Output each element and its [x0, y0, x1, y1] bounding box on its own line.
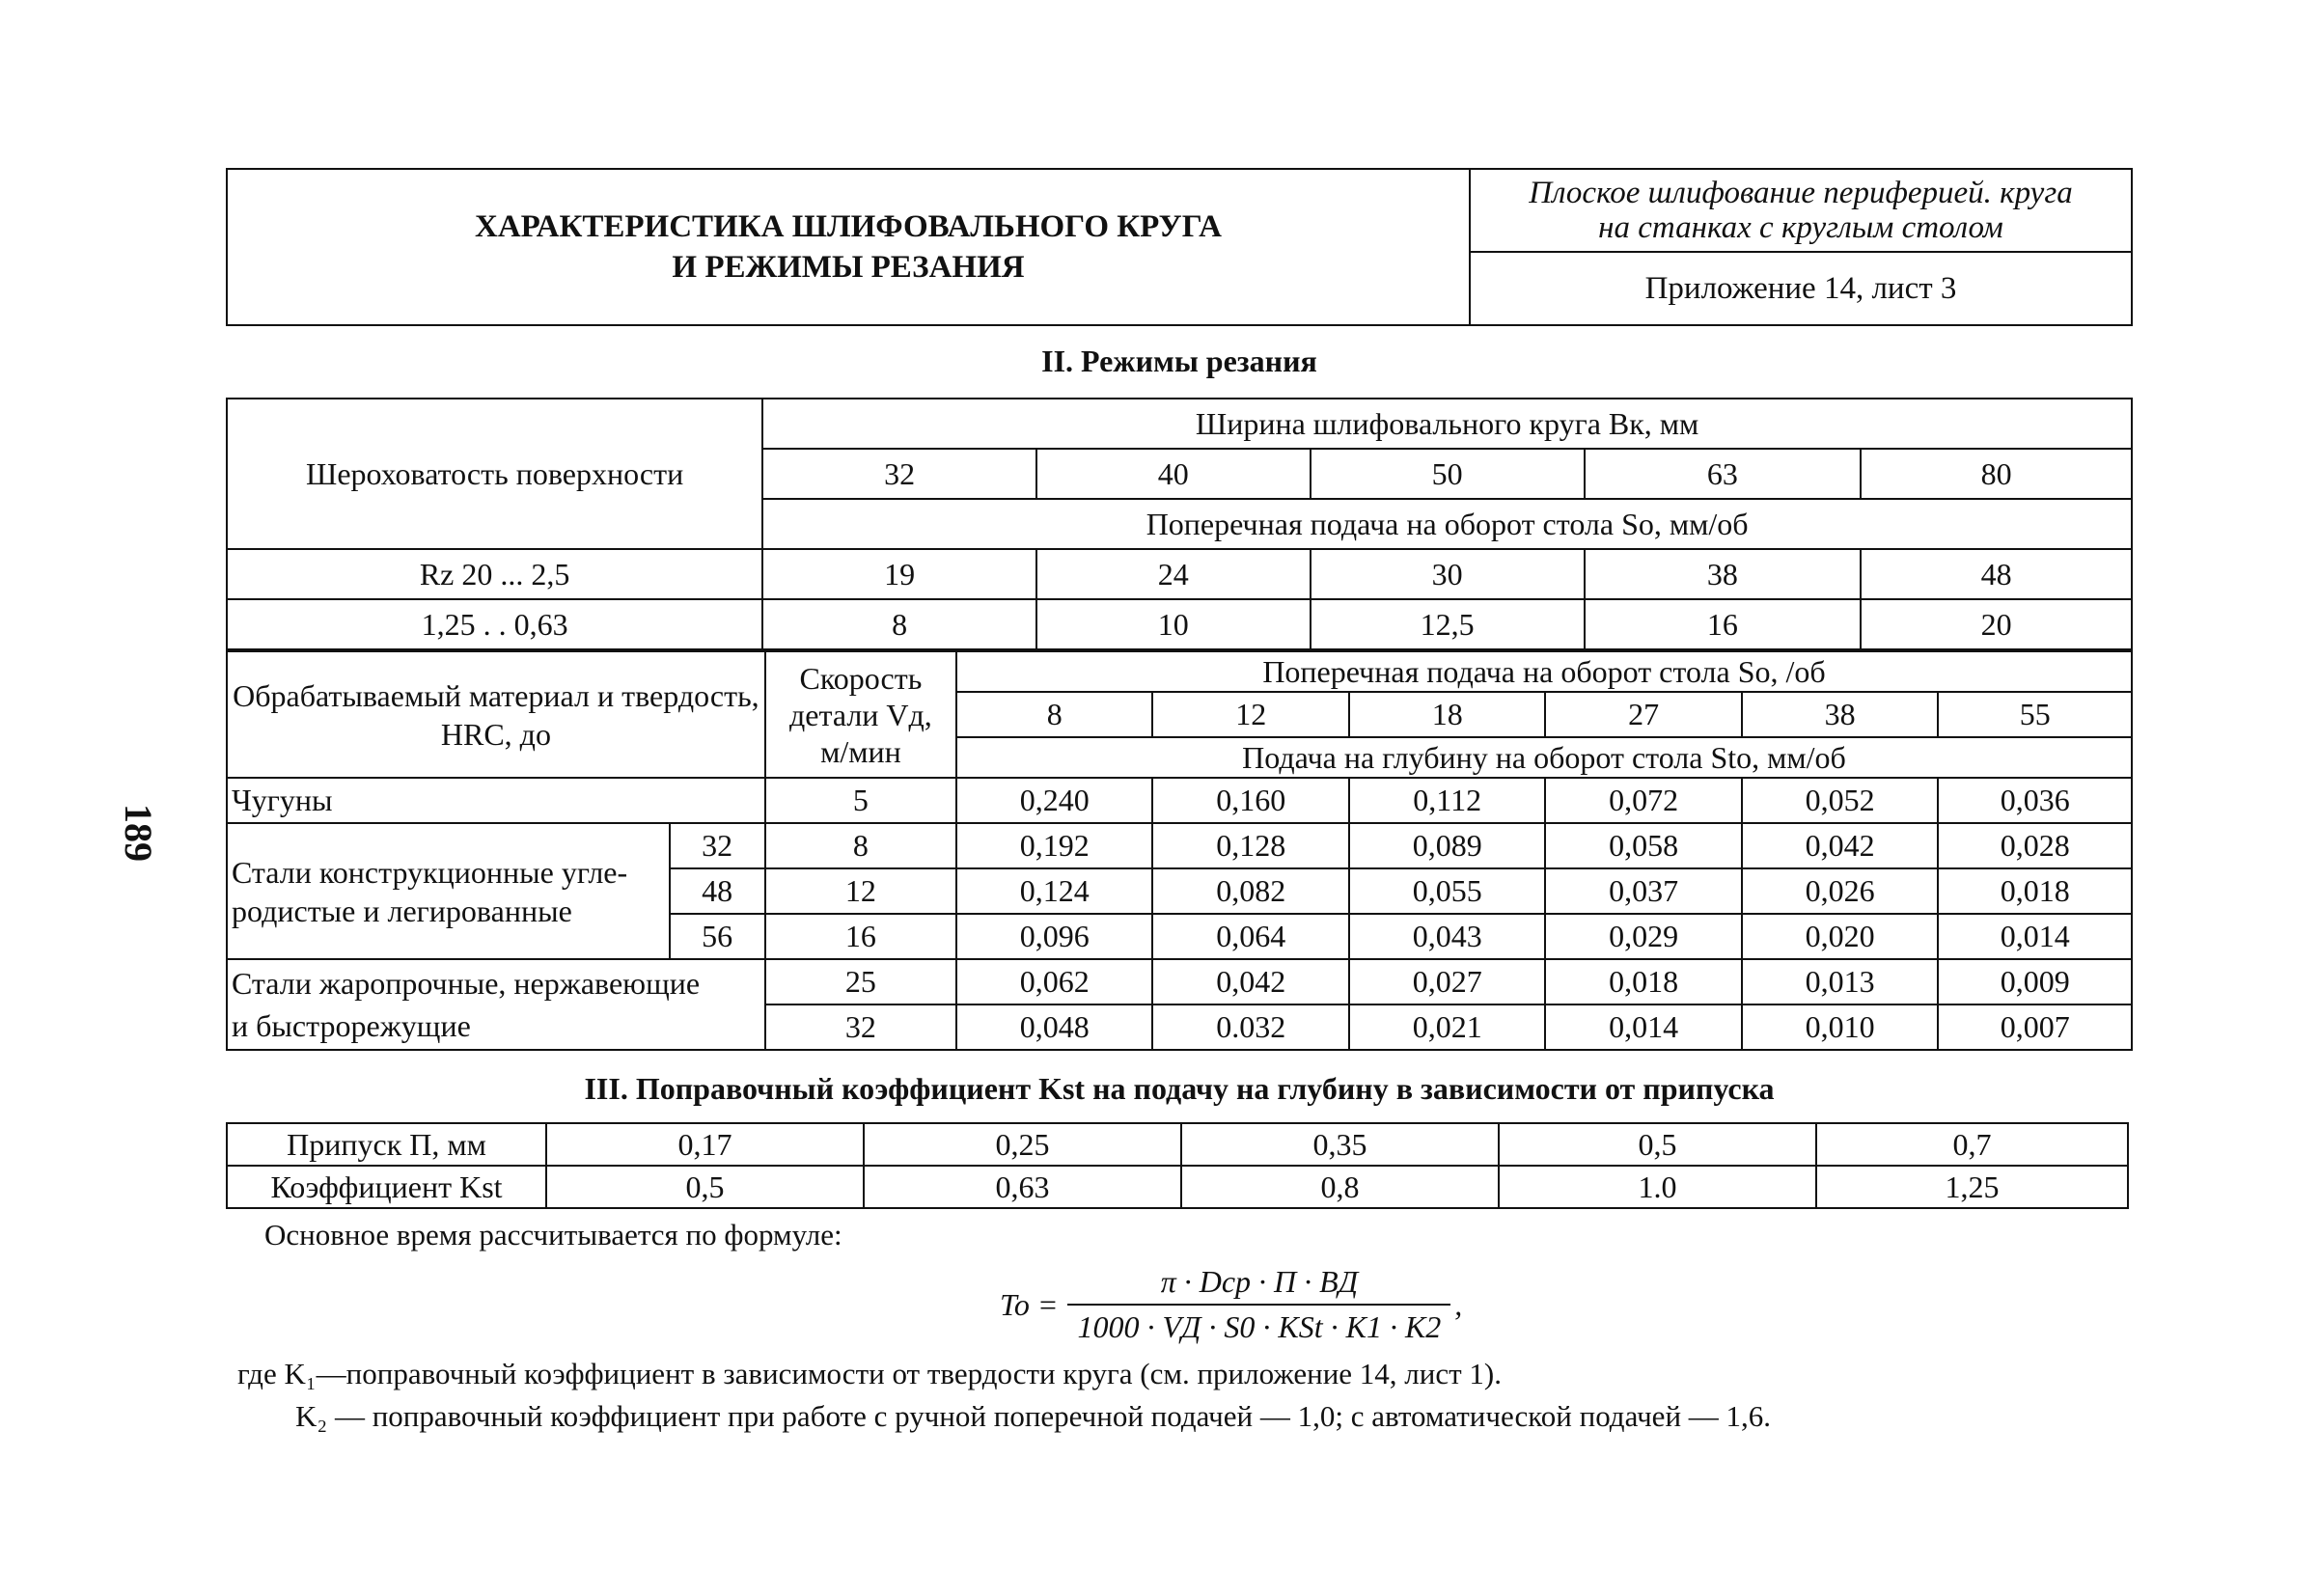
value-cell: 0,089: [1349, 823, 1545, 868]
value-cell: 0,014: [1545, 1004, 1741, 1050]
value-cell: 0,026: [1742, 868, 1938, 914]
subtitle-line-2: на станках с круглым столом: [1598, 210, 2003, 245]
allowance-cell: 0,17: [546, 1123, 864, 1166]
coefficient-cell: 0,63: [864, 1166, 1181, 1208]
appendix-label: Приложение 14, лист 3: [1470, 252, 2132, 325]
feed-cell: 10: [1036, 599, 1311, 649]
table-row: [227, 1166, 2128, 1208]
width-cell: 80: [1861, 449, 2132, 499]
speed-cell: 16: [765, 914, 956, 959]
value-cell: 0,124: [956, 868, 1152, 914]
title-line-1: ХАРАКТЕРИСТИКА ШЛИФОВАЛЬНОГО КРУГА: [475, 209, 1222, 244]
feed-col-header: 38: [1742, 692, 1938, 737]
feed-col-header: 18: [1349, 692, 1545, 737]
value-cell: 0,064: [1152, 914, 1348, 959]
width-cell: 63: [1585, 449, 1862, 499]
material-cell: [227, 823, 670, 959]
note-k1: где K₁—поправочный коэффициент в зависимости от твердости круга (см. приложение 14, лист 1).: [237, 1357, 1502, 1390]
material-label-line: родистые и легированные: [232, 893, 572, 928]
feed-cell: 16: [1585, 599, 1862, 649]
coefficient-cell: 1.0: [1499, 1166, 1816, 1208]
wheel-width-header: Ширина шлифовального круга Bк, мм: [762, 399, 2132, 449]
speed-header-line: Скорость: [799, 660, 923, 696]
value-cell: 0,009: [1938, 959, 2132, 1004]
material-header-text: Обрабатываемый материал и твердость, HRC, до: [233, 677, 759, 752]
feed-col-header: 8: [956, 692, 1152, 737]
material-cell: [227, 959, 765, 1050]
value-cell: 0,112: [1349, 778, 1545, 823]
value-cell: 0,082: [1152, 868, 1348, 914]
value-cell: 0,010: [1742, 1004, 1938, 1050]
value-cell: 0,072: [1545, 778, 1741, 823]
speed-cell: 25: [765, 959, 956, 1004]
value-cell: 0,036: [1938, 778, 2132, 823]
speed-header-line: м/мин: [820, 733, 901, 769]
value-cell: 0,062: [956, 959, 1152, 1004]
formula-lhs: To =: [1000, 1286, 1059, 1322]
speed-cell: 5: [765, 778, 956, 823]
value-cell: 0,052: [1742, 778, 1938, 823]
feed-col-header: 55: [1938, 692, 2132, 737]
note-k2: K₂ — поправочный коэффициент при работе с ручной поперечной подачей — 1,0; с автоматической подачей — 1,6.: [295, 1399, 1772, 1433]
depth-feed-table: [226, 650, 2133, 1051]
value-cell: 0,042: [1152, 959, 1348, 1004]
table-row: [227, 549, 2132, 599]
speed-cell: 32: [765, 1004, 956, 1050]
value-cell: 0,028: [1938, 823, 2132, 868]
material-cell: Чугуны: [227, 778, 765, 823]
coefficient-cell: 1,25: [1816, 1166, 2128, 1208]
speed-cell: 12: [765, 868, 956, 914]
value-cell: 0,240: [956, 778, 1152, 823]
value-cell: 0,037: [1545, 868, 1741, 914]
document-subtitle: [1470, 169, 2132, 252]
speed-cell: 8: [765, 823, 956, 868]
value-cell: 0,018: [1545, 959, 1741, 1004]
table-row: [227, 1123, 2128, 1166]
feed-cell: 19: [762, 549, 1036, 599]
cross-feed-header: Поперечная подача на оборот стола So, мм/об: [762, 499, 2132, 549]
value-cell: 0.032: [1152, 1004, 1348, 1050]
document-title: [227, 169, 1470, 325]
speed-header: [765, 651, 956, 778]
value-cell: 0,192: [956, 823, 1152, 868]
allowance-cell: 0,35: [1181, 1123, 1499, 1166]
feed-cell: 8: [762, 599, 1036, 649]
table-row: [227, 959, 2132, 1004]
table-row: [227, 778, 2132, 823]
value-cell: 0,160: [1152, 778, 1348, 823]
feed-cell: 38: [1585, 549, 1862, 599]
speed-header-line: детали Vд,: [788, 697, 932, 732]
width-cell: 50: [1311, 449, 1585, 499]
section-3-title: III. Поправочный коэффициент Kst на подачу на глубину в зависимости от припуска: [584, 1071, 1775, 1106]
roughness-feed-table: [226, 398, 2133, 650]
correction-coefficient-table: [226, 1122, 2129, 1209]
coefficient-cell: 0,8: [1181, 1166, 1499, 1208]
page-number: 189: [117, 804, 160, 862]
value-cell: 0,055: [1349, 868, 1545, 914]
feed-cell: 30: [1311, 549, 1585, 599]
allowance-label: Припуск П, мм: [227, 1123, 546, 1166]
roughness-cell: 1,25 . . 0,63: [227, 599, 762, 649]
feed-cell: 12,5: [1311, 599, 1585, 649]
formula-intro: Основное время рассчитывается по формуле:: [264, 1218, 842, 1252]
value-cell: 0,007: [1938, 1004, 2132, 1050]
roughness-cell: Rz 20 ... 2,5: [227, 549, 762, 599]
value-cell: 0,048: [956, 1004, 1152, 1050]
hrc-cell: 48: [670, 868, 765, 914]
section-2-title: II. Режимы резания: [1041, 344, 1317, 378]
value-cell: 0,020: [1742, 914, 1938, 959]
allowance-cell: 0,25: [864, 1123, 1181, 1166]
value-cell: 0,021: [1349, 1004, 1545, 1050]
value-cell: 0,042: [1742, 823, 1938, 868]
width-cell: 32: [762, 449, 1036, 499]
width-cell: 40: [1036, 449, 1311, 499]
header-block: [226, 168, 2133, 326]
table-row: [227, 599, 2132, 649]
value-cell: 0,013: [1742, 959, 1938, 1004]
feed-col-header: 27: [1545, 692, 1741, 737]
formula-trailing: ,: [1454, 1286, 1463, 1322]
hrc-cell: 56: [670, 914, 765, 959]
cross-feed-header: Поперечная подача на оборот стола So, /об: [956, 651, 2132, 692]
feed-cell: 24: [1036, 549, 1311, 599]
material-label-line: и быстрорежущие: [232, 1008, 471, 1043]
value-cell: 0,043: [1349, 914, 1545, 959]
value-cell: 0,018: [1938, 868, 2132, 914]
title-line-2: И РЕЖИМЫ РЕЗАНИЯ: [672, 250, 1025, 285]
feed-cell: 20: [1861, 599, 2132, 649]
value-cell: 0,029: [1545, 914, 1741, 959]
value-cell: 0,058: [1545, 823, 1741, 868]
value-cell: 0,014: [1938, 914, 2132, 959]
material-label-line: Стали конструкционные угле-: [232, 854, 628, 890]
value-cell: 0,027: [1349, 959, 1545, 1004]
formula: [1000, 1254, 1462, 1355]
allowance-cell: 0,5: [1499, 1123, 1816, 1166]
allowance-cell: 0,7: [1816, 1123, 2128, 1166]
formula-numerator: π · Dср · П · BД: [1160, 1264, 1359, 1299]
roughness-header: Шероховатость поверхности: [227, 399, 762, 549]
value-cell: 0,096: [956, 914, 1152, 959]
formula-fraction: [1067, 1264, 1450, 1345]
coefficient-cell: 0,5: [546, 1166, 864, 1208]
depth-feed-header: Подача на глубину на оборот стола Sto, мм/об: [956, 737, 2132, 778]
value-cell: 0,128: [1152, 823, 1348, 868]
coefficient-label: Коэффициент Kst: [227, 1166, 546, 1208]
table-row: [227, 823, 2132, 868]
formula-denominator: 1000 · VД · S0 · KSt · K1 · K2: [1077, 1309, 1442, 1344]
feed-col-header: 12: [1152, 692, 1348, 737]
feed-cell: 48: [1861, 549, 2132, 599]
material-header: [227, 651, 765, 778]
hrc-cell: 32: [670, 823, 765, 868]
subtitle-line-1: Плоское шлифование периферией. круга: [1529, 176, 2073, 210]
material-label-line: Стали жаропрочные, нержавеющие: [232, 966, 701, 1001]
